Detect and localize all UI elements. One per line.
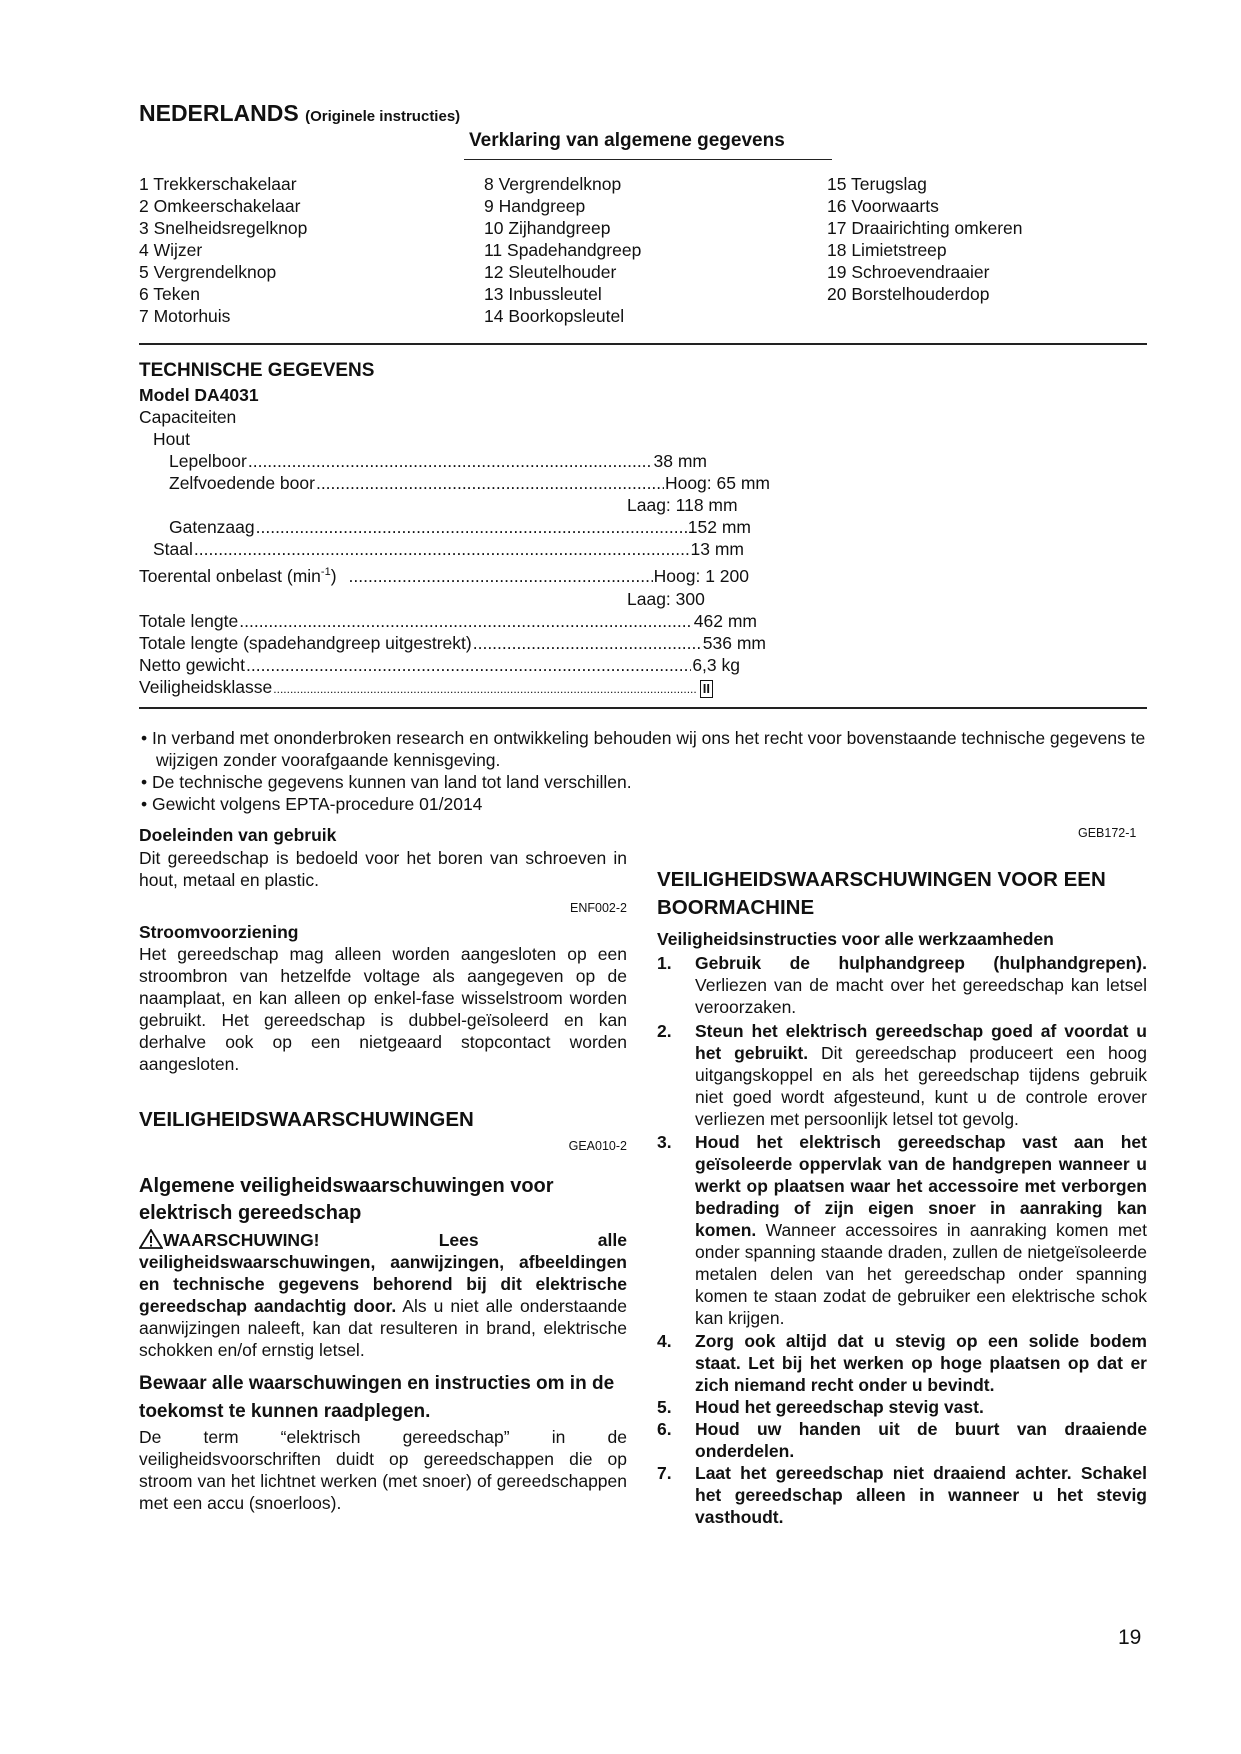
intended-use-title: Doeleinden van gebruik <box>139 825 337 845</box>
legend-item: 8 Vergrendelknop <box>484 174 622 194</box>
spec-value: 13 mm <box>690 539 744 559</box>
drill-safety-title: VEILIGHEIDSWAARSCHUWINGEN VOOR EEN BOORMACHINE <box>657 868 1106 919</box>
divider-top <box>139 343 1147 345</box>
specs-wood: Hout <box>153 429 190 449</box>
legend-item: 3 Snelheidsregelknop <box>139 218 308 238</box>
right-column <box>657 866 1147 1528</box>
spec-value: 6,3 kg <box>692 655 740 675</box>
legend-item: 4 Wijzer <box>139 240 203 260</box>
spec-label: Totale lengte <box>139 611 239 631</box>
spec-label: Netto gewicht <box>139 655 246 675</box>
page-language-title <box>139 100 460 127</box>
warning-paragraph <box>139 1229 627 1361</box>
legend-item: 1 Trekkerschakelaar <box>139 174 297 194</box>
keep-instructions-text: De term “elektrisch gereedschap” in de veiligheidsvoorschriften duidt op gereedschappen die op stroom van het lichtnet werken (met snoer) of gereedschappen met een accu (snoerloos). <box>139 1427 627 1513</box>
legend-column-3 <box>827 173 1023 305</box>
legend-item: 10 Zijhandgreep <box>484 218 611 238</box>
spec-value: 536 mm <box>702 633 766 653</box>
warning-triangle-icon <box>139 1229 163 1249</box>
note-item: • Gewicht volgens EPTA-procedure 01/2014 <box>141 794 483 814</box>
specs-capacities: Capaciteiten <box>139 407 237 427</box>
spec-label: Zelfvoedende boor <box>169 473 315 493</box>
legend-column-1 <box>139 173 307 327</box>
legend-item: 11 Spadehandgreep <box>484 240 642 260</box>
warning-label: WAARSCHUWING! <box>163 1230 320 1250</box>
legend-item: 9 Handgreep <box>484 196 586 216</box>
divider-specs <box>139 707 1147 709</box>
code-geb: GEB172-1 <box>1078 826 1137 840</box>
safety-class-symbol: II <box>700 680 713 698</box>
legend-item: 2 Omkeerschakelaar <box>139 196 301 216</box>
safety-item: 7. Laat het gereedschap niet draaiend achter. Schakel het gereedschap alleen in wanneer u het stevig vasthoudt. <box>657 1463 1147 1527</box>
safety-item: 1. Gebruik de hulphandgreep (hulphandgrepen). Verliezen van de macht over het gereedschap kan letsel veroorzaken. <box>657 953 1147 1017</box>
spec-value: 152 mm <box>687 517 751 537</box>
legend-item: 15 Terugslag <box>827 174 927 194</box>
spec-steel-row <box>153 539 744 560</box>
power-text: Het gereedschap mag alleen worden aangesloten op een stroombron van hetzelfde voltage als aangegeven op de naamplaat, en kan alleen op enkel-fase wisselstroom worden gebruikt. Het gereedschap is dubbel-geïsoleerd en kan derhalve ook op een nietgeaard stopcontact worden aangesloten. <box>139 944 627 1074</box>
spec-selffeed-low: Laag: 118 mm <box>627 495 738 515</box>
legend-item: 6 Teken <box>139 284 200 304</box>
legend-item: 16 Voorwaarts <box>827 196 939 216</box>
left-column <box>139 825 627 1514</box>
legend-item: 12 Sleutelhouder <box>484 262 617 282</box>
specs-model: Model DA4031 <box>139 385 259 405</box>
language-label: NEDERLANDS <box>139 100 299 126</box>
spec-value: Hoog: 65 mm <box>664 473 770 493</box>
legend-item: 14 Boorkopsleutel <box>484 306 625 326</box>
spec-speed-row <box>139 566 749 587</box>
legend-item: 20 Borstelhouderdop <box>827 284 990 304</box>
spec-label <box>139 566 337 587</box>
intended-use-text: Dit gereedschap is bedoeld voor het boren van schroeven in hout, metaal en plastic. <box>139 848 627 890</box>
speed-label-pre: Toerental onbelast (min <box>139 566 321 586</box>
legend-column-2 <box>484 173 641 327</box>
legend-item: 13 Inbussleutel <box>484 284 602 304</box>
spec-length-row <box>139 611 757 632</box>
safety-warnings-title: VEILIGHEIDSWAARSCHUWINGEN <box>139 1108 474 1131</box>
general-warnings-title: Algemene veiligheidswaarschuwingen voor elektrisch gereedschap <box>139 1175 554 1224</box>
spec-value: Hoog: 1 200 <box>653 566 749 586</box>
spec-value: 462 mm <box>693 611 757 631</box>
legend-item: 18 Limietstreep <box>827 240 947 260</box>
safety-item: 4. Zorg ook altijd dat u stevig op een solide bodem staat. Let bij het werken op hoge plaatsen op dat er zich niemand recht onder u bevindt. <box>657 1331 1147 1395</box>
declaration-underline <box>464 159 832 160</box>
specs-title: TECHNISCHE GEGEVENS <box>139 360 375 381</box>
spec-safety-class-row <box>139 677 713 698</box>
safety-item: 6. Houd uw handen uit de buurt van draaiende onderdelen. <box>657 1419 1147 1461</box>
spec-label: Totale lengte (spadehandgreep uitgestrekt) <box>139 633 472 653</box>
speed-label-sup: -1 <box>320 566 331 579</box>
page-number: 19 <box>1118 1626 1142 1649</box>
legend-item: 7 Motorhuis <box>139 306 231 326</box>
legend-item: 17 Draairichting omkeren <box>827 218 1023 238</box>
spec-selffeed-row <box>169 473 770 494</box>
spec-holesaw-row <box>169 517 751 538</box>
warning-rest-text: Als u niet alle onderstaande aanwijzingen naleeft, kan dat resulteren in brand, elektrische schokken en/of ernstig letsel. <box>139 1296 627 1360</box>
spec-label: Staal <box>153 539 193 559</box>
spec-label: Lepelboor <box>169 451 247 471</box>
note-item: • De technische gegevens kunnen van land tot land verschillen. <box>141 772 632 792</box>
warning-bold-text: Lees alle veiligheidswaarschuwingen, aanwijzingen, afbeeldingen en technische gegevens behorend bij dit elektrische gereedschap aandachtig door. <box>139 1230 627 1316</box>
spec-auger-row <box>169 451 707 472</box>
code-gea: GEA010-2 <box>568 1139 627 1153</box>
language-note: (Originele instructies) <box>305 108 461 125</box>
speed-label-post: ) <box>330 566 337 586</box>
spec-notes <box>139 727 1149 815</box>
spec-label: Veiligheidsklasse <box>139 677 273 697</box>
power-title: Stroomvoorziening <box>139 922 299 942</box>
keep-instructions-title: Bewaar alle waarschuwingen en instructies om in de toekomst te kunnen raadplegen. <box>139 1373 615 1422</box>
safety-item: 3. Houd het elektrisch gereedschap vast aan het geïsoleerde oppervlak van de handgrepen wanneer u werkt op plaatsen waar het accessoire met verborgen bedrading of zijn eigen snoer in aanraking kan komen. Wanneer accessoires in aanraking komen met onder spanning staande draden, zullen de nietgeïsoleerde metalen delen van het gereedschap onder spanning komen te staan zodat de gebruiker een elektrische schok kan krijgen. <box>657 1132 1147 1328</box>
declaration-title: Verklaring van algemene gegevens <box>469 130 785 151</box>
spec-weight-row <box>139 655 740 676</box>
note-item: • In verband met ononderbroken research en ontwikkeling behouden wij ons het recht voor bovenstaande technische gegevens te wijzigen zonder voorafgaande kennisgeving. <box>141 728 1146 770</box>
spec-speed-low: Laag: 300 <box>627 589 705 609</box>
spec-length-ext-row <box>139 633 766 654</box>
drill-safety-subtitle: Veiligheidsinstructies voor alle werkzaamheden <box>657 929 1054 949</box>
legend-item: 5 Vergrendelknop <box>139 262 277 282</box>
spec-value: 38 mm <box>653 451 707 471</box>
legend-item: 19 Schroevendraaier <box>827 262 990 282</box>
code-enf: ENF002-2 <box>570 901 627 915</box>
safety-item: 2. Steun het elektrisch gereedschap goed af voordat u het gebruikt. Dit gereedschap produceert een hoog uitgangskoppel en als het gereedschap tijdens gebruik niet goed wordt afgesteund, kunt u de controle erover verliezen met persoonlijk letsel tot gevolg. <box>657 1021 1147 1129</box>
safety-item: 5. Houd het gereedschap stevig vast. <box>657 1397 984 1417</box>
spec-label: Gatenzaag <box>169 517 255 537</box>
